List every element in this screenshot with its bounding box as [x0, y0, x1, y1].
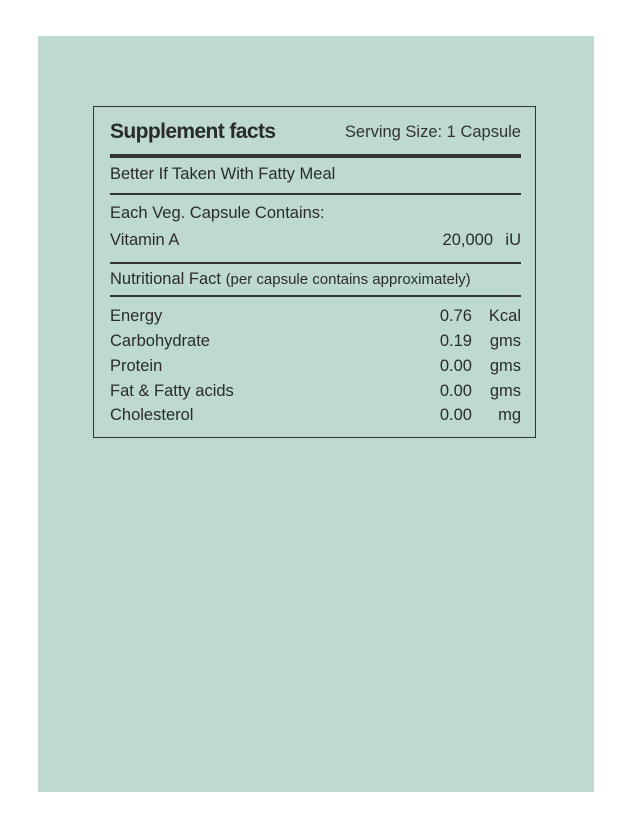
panel-header [110, 119, 521, 145]
panel-title: Supplement facts [110, 120, 276, 143]
vitamin-name: Vitamin A [110, 231, 180, 249]
nutrient-unit: gms [489, 357, 521, 375]
nutrient-name: Protein [110, 357, 163, 375]
thick-divider [110, 154, 521, 158]
nutrient-value: 0.00 [439, 406, 472, 424]
nutrient-value: 0.00 [439, 382, 472, 400]
nutrient-row [110, 307, 521, 329]
vitamin-value: 20,000 [442, 231, 493, 249]
fatty-meal-note: Better If Taken With Fatty Meal [110, 165, 336, 183]
nutrient-value: 0.76 [439, 307, 472, 325]
serving-size: Serving Size: 1 Capsule [344, 122, 521, 141]
nutrient-name: Cholesterol [110, 406, 194, 424]
nutrient-value: 0.00 [439, 357, 472, 375]
divider-1 [110, 193, 521, 195]
divider-3 [110, 295, 521, 297]
nutrient-row [110, 382, 521, 404]
nutrient-name: Energy [110, 307, 163, 325]
nutrient-value: 0.19 [439, 332, 472, 350]
nutrient-unit: gms [489, 332, 521, 350]
divider-2 [110, 262, 521, 264]
nutrient-name: Carbohydrate [110, 332, 210, 350]
nutrient-unit: gms [489, 382, 521, 400]
panel-content [110, 107, 521, 437]
nutrition-subtitle: (per capsule contains approximately) [225, 271, 471, 288]
supplement-facts-panel [93, 106, 536, 438]
nutrition-title: Nutritional Fact [110, 270, 221, 288]
capsule-heading: Each Veg. Capsule Contains: [110, 204, 325, 222]
nutrient-name: Fat & Fatty acids [110, 382, 234, 400]
nutrient-unit: Kcal [488, 307, 521, 325]
vitamin-unit: iU [505, 231, 521, 249]
nutrient-row [110, 406, 521, 428]
vitamin-row [110, 231, 521, 253]
nutrient-row [110, 332, 521, 354]
nutrient-unit: mg [498, 406, 521, 424]
nutrition-heading [110, 270, 521, 289]
nutrient-row [110, 357, 521, 379]
label-background [38, 36, 594, 792]
